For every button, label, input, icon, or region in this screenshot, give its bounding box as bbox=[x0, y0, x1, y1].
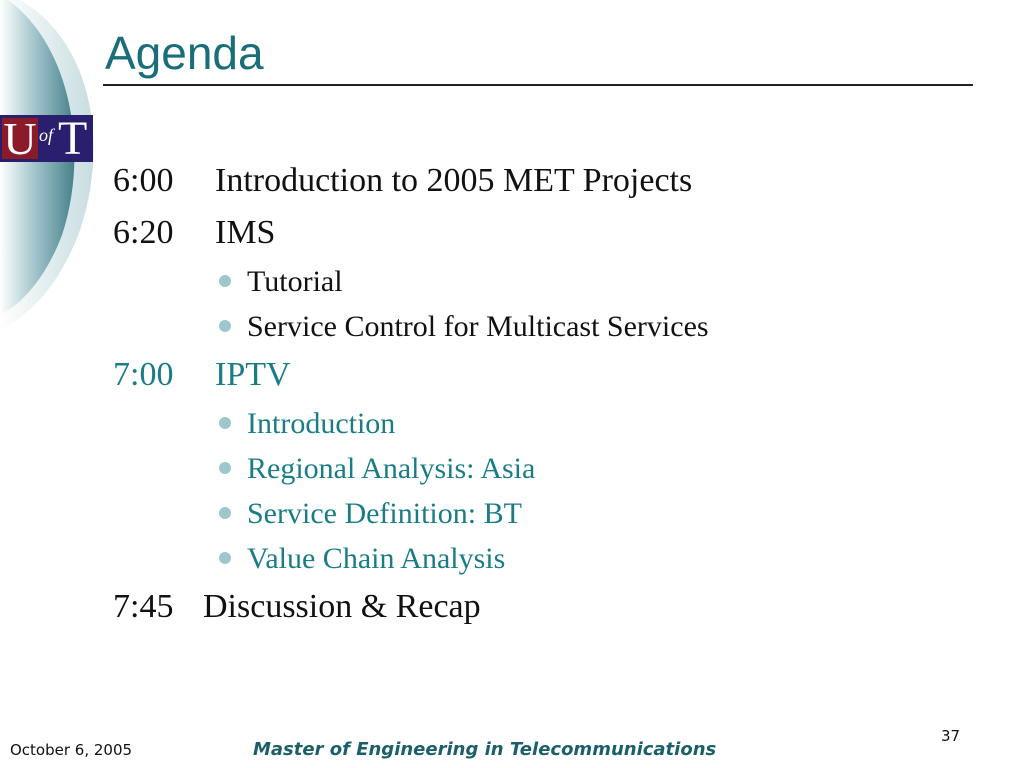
agenda-label: Discussion & Recap bbox=[203, 588, 481, 625]
agenda-subitem-label: Service Control for Multicast Services bbox=[247, 310, 709, 343]
agenda-subitem bbox=[113, 536, 973, 581]
agenda-time: 6:20 bbox=[113, 214, 174, 251]
title-divider bbox=[103, 84, 973, 86]
slide-title: Agenda bbox=[105, 27, 264, 79]
bullet-icon bbox=[219, 417, 231, 429]
agenda-subitem-label: Regional Analysis: Asia bbox=[247, 452, 536, 485]
agenda-subitem-label: Value Chain Analysis bbox=[247, 542, 506, 575]
agenda-item-highlighted bbox=[113, 349, 973, 401]
agenda-item bbox=[113, 581, 973, 633]
agenda-label: IMS bbox=[215, 214, 276, 251]
agenda-subitem-label: Introduction bbox=[247, 407, 396, 440]
agenda-subitem bbox=[113, 401, 973, 446]
agenda-subitem bbox=[113, 304, 973, 349]
footer-date: October 6, 2005 bbox=[10, 741, 133, 759]
agenda-subitem bbox=[113, 491, 973, 536]
agenda-subitem-label: Service Definition: BT bbox=[247, 497, 522, 530]
agenda-label: Introduction to 2005 MET Projects bbox=[215, 162, 693, 199]
agenda-time: 7:45 bbox=[113, 588, 174, 625]
agenda-time: 6:00 bbox=[113, 162, 174, 199]
bullet-icon bbox=[219, 552, 231, 564]
bullet-icon bbox=[219, 462, 231, 474]
bullet-icon bbox=[219, 507, 231, 519]
logo-letter-of: of bbox=[39, 125, 54, 145]
logo-letter-u: U bbox=[3, 113, 37, 164]
agenda-subitem bbox=[113, 446, 973, 491]
footer-program-title: Master of Engineering in Telecommunications bbox=[253, 739, 717, 760]
agenda-time: 7:00 bbox=[113, 356, 174, 393]
university-logo bbox=[0, 112, 93, 165]
bullet-icon bbox=[219, 320, 231, 332]
agenda-label: IPTV bbox=[215, 356, 291, 393]
agenda-subitem-label: Tutorial bbox=[247, 265, 343, 298]
page-number: 37 bbox=[941, 727, 961, 745]
bullet-icon bbox=[219, 275, 231, 287]
agenda-item bbox=[113, 207, 973, 259]
agenda-item bbox=[113, 155, 973, 207]
agenda-subitem bbox=[113, 259, 973, 304]
logo-letter-t: T bbox=[58, 112, 88, 165]
agenda-list bbox=[113, 155, 973, 633]
